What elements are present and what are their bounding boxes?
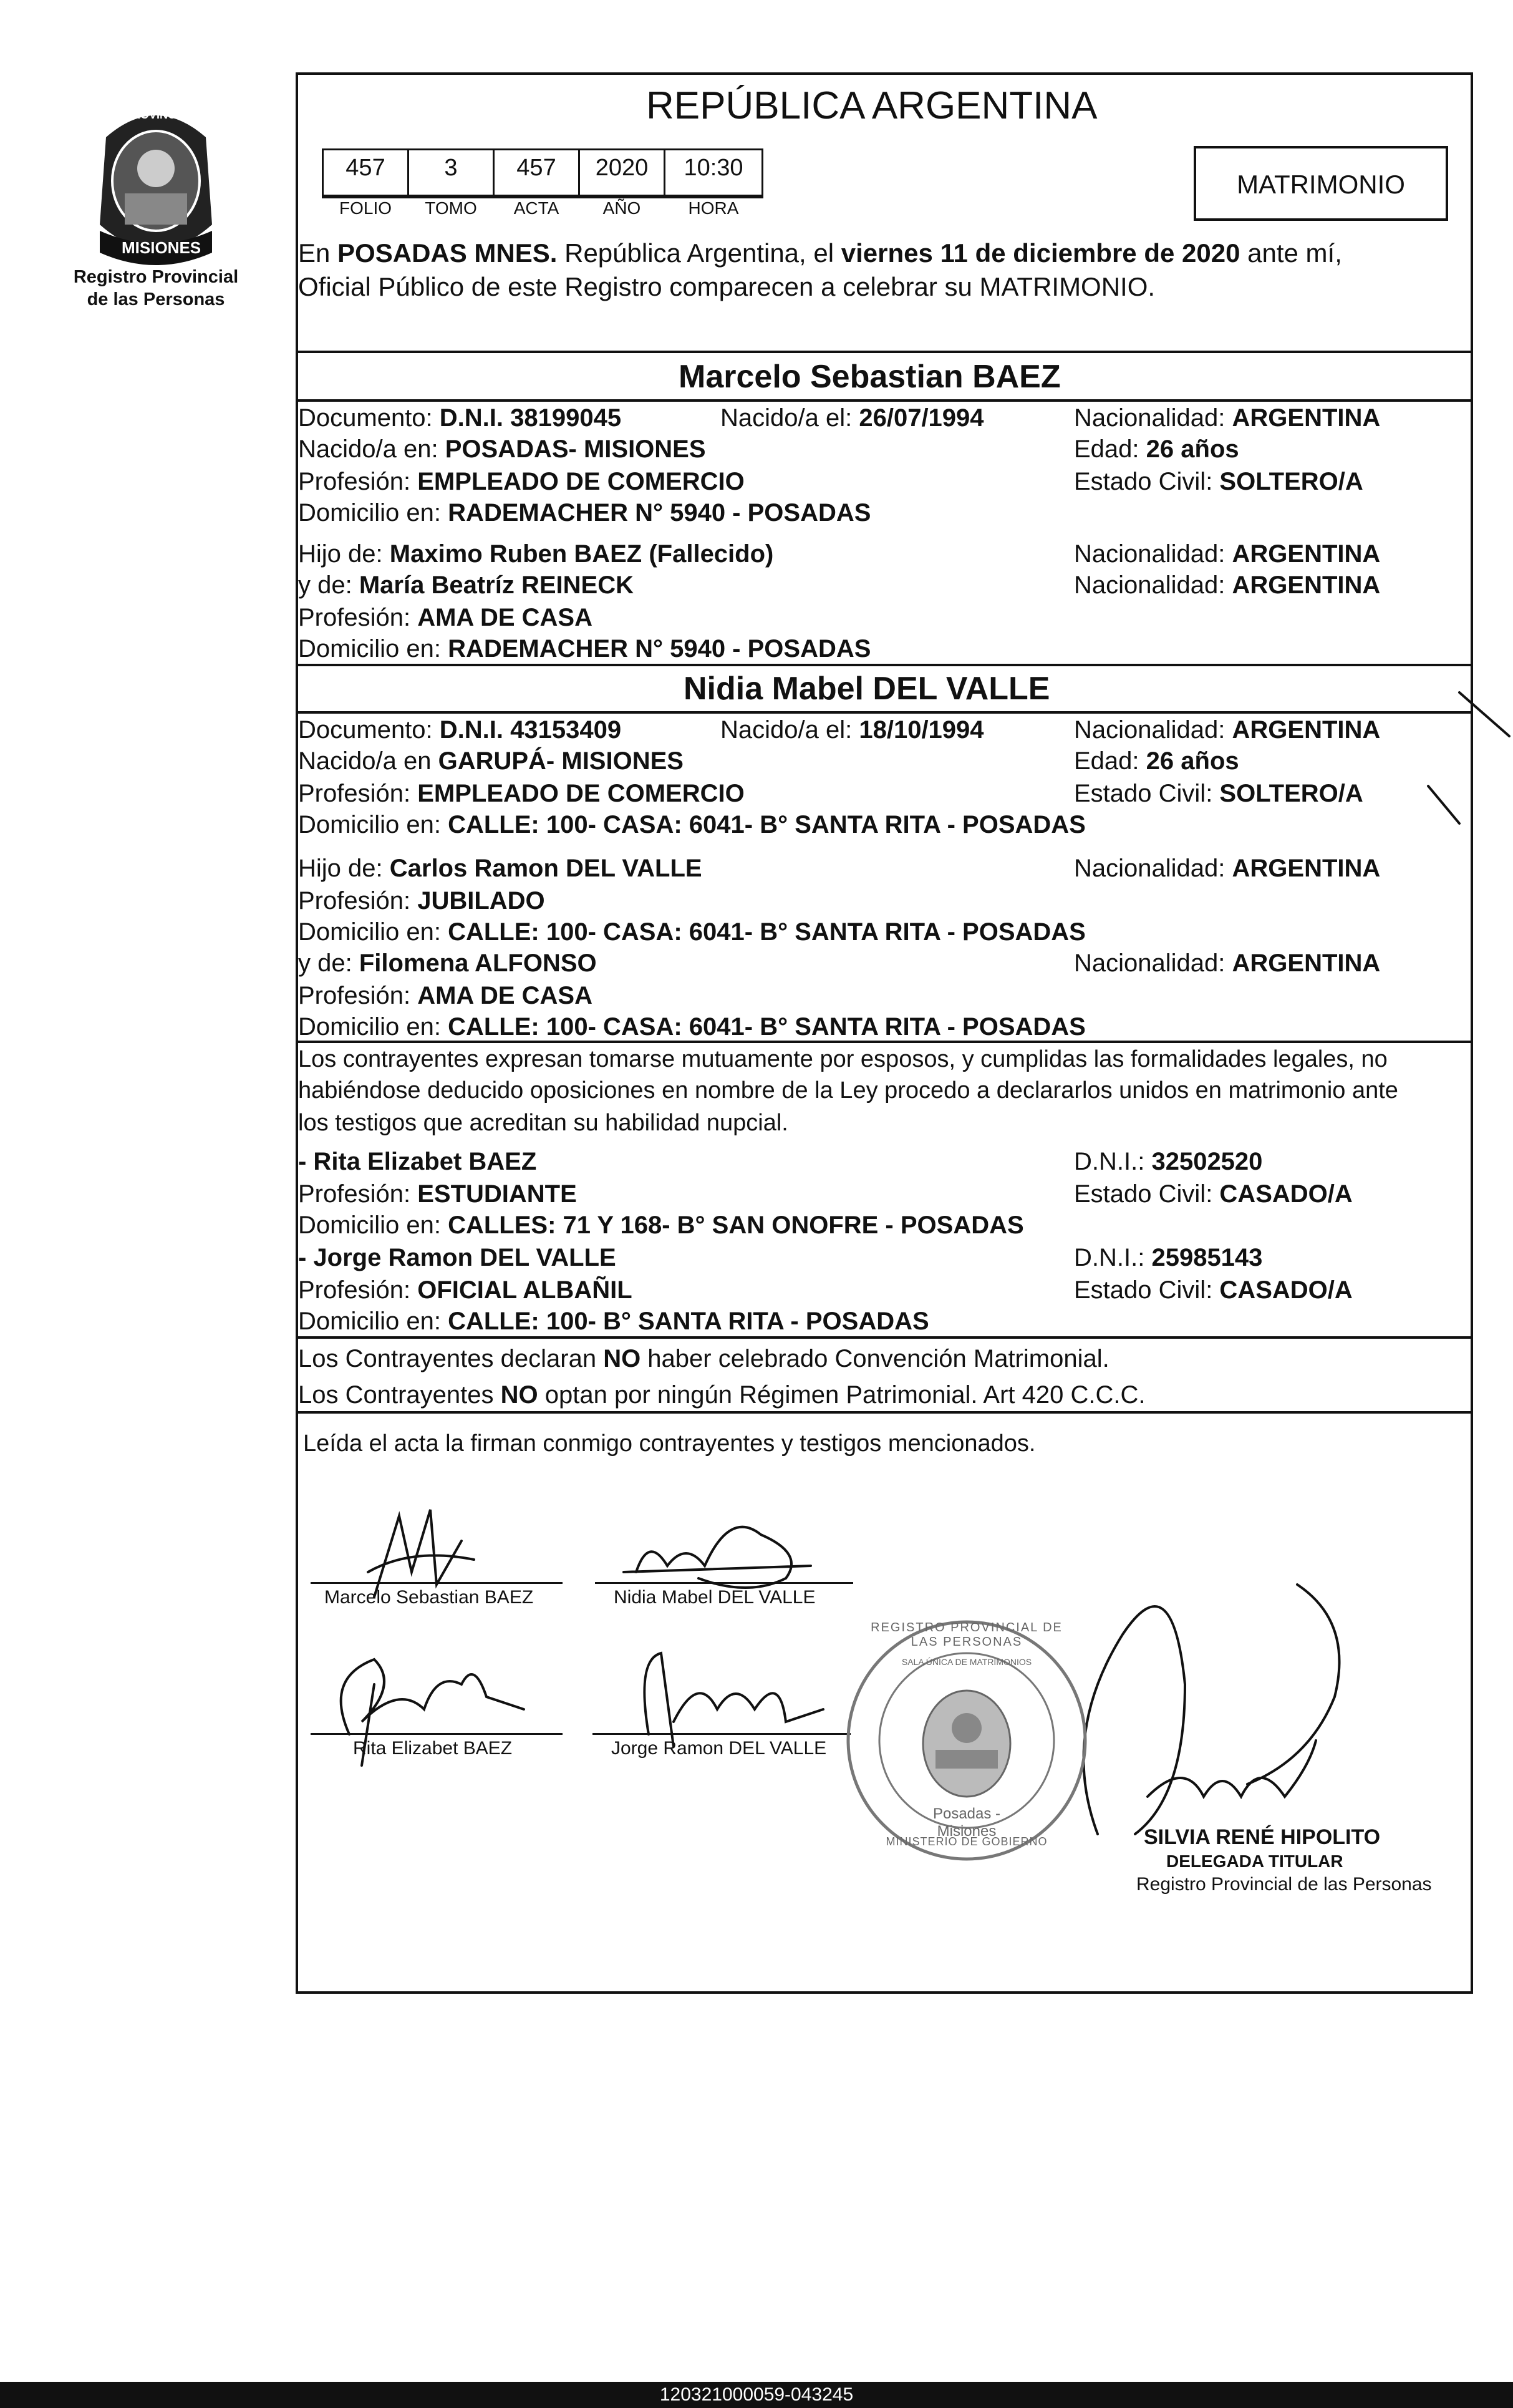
official-org: Registro Provincial de las Personas [1136,1874,1432,1895]
witness2-profession: Profesión: OFICIAL ALBAÑIL [298,1276,632,1304]
groom-nationality: Nacionalidad: ARGENTINA [1074,404,1381,432]
groom-father-nationality: Nacionalidad: ARGENTINA [1074,540,1381,568]
bride-signature-scribble [624,1527,811,1588]
groom-mother-profession: Profesión: AMA DE CASA [298,604,592,631]
witness2-name: - Jorge Ramon DEL VALLE [298,1244,616,1271]
witness2-dni: D.N.I.: 25985143 [1074,1244,1263,1271]
stamp-outer-text: REGISTRO PROVINCIAL DE LAS PERSONAS [871,1621,1063,1649]
tomo-label: TOMO [425,198,477,218]
bride-mother-profession: Profesión: AMA DE CASA [298,982,592,1009]
bride-mother-nationality: Nacionalidad: ARGENTINA [1074,949,1381,977]
bride-document: Documento: D.N.I. 43153409 [298,716,622,744]
bride-profession: Profesión: EMPLEADO DE COMERCIO [298,780,745,807]
witness2-signature-scribble [644,1653,823,1747]
intro-date: viernes 11 de diciembre de 2020 [841,238,1240,268]
bride-birthdate: Nacido/a el: 18/10/1994 [720,716,984,744]
convention-line-1: Los Contrayentes declaran NO haber celebrado Convención Matrimonial. [298,1345,1109,1372]
stamp-lower-text: Posadas - Misiones [932,1805,1001,1840]
bride-father-profession: Profesión: JUBILADO [298,887,545,915]
witness2-civil-status: Estado Civil: CASADO/A [1074,1276,1353,1304]
logo-caption-1: Registro Provincial [73,267,239,287]
groom-name: Marcelo Sebastian BAEZ [679,359,1061,395]
tomo-value: 3 [444,155,458,181]
country-title: REPÚBLICA ARGENTINA [646,84,1098,127]
groom-mother-address: Domicilio en: RADEMACHER N° 5940 - POSADAS [298,635,871,663]
witness1-address: Domicilio en: CALLES: 71 Y 168- B° SAN ONOFRE - POSADAS [298,1211,1024,1239]
logo-caption-2: de las Personas [87,289,225,309]
ano-label: AÑO [602,198,641,218]
bride-civil-status: Estado Civil: SOLTERO/A [1074,780,1363,807]
witness1-signature-scribble [341,1659,524,1765]
logo-banner-text: MISIONES [122,238,201,257]
stamp-inner-text: SALA ÚNICA DE MATRIMONIOS [901,1657,1032,1667]
bride-nationality: Nacionalidad: ARGENTINA [1074,716,1381,744]
witness2-address: Domicilio en: CALLE: 100- B° SANTA RITA - POSADAS [298,1308,929,1335]
intro-line-2: Oficial Público de este Registro comparecen a celebrar su MATRIMONIO. [298,272,1156,301]
acta-label: ACTA [513,198,559,218]
witness1-civil-status: Estado Civil: CASADO/A [1074,1180,1353,1208]
stamp-bottom-text: MINISTERIO DE GOBIERNO [886,1835,1048,1848]
witness1-signature-caption: Rita Elizabet BAEZ [353,1738,513,1759]
bride-age: Edad: 26 años [1074,747,1239,775]
corner-mark [1428,692,1509,823]
groom-mother: y de: María Beatríz REINECK [298,571,634,599]
bride-signature-caption: Nidia Mabel DEL VALLE [614,1587,816,1608]
bride-birthplace: Nacido/a en GARUPÁ- MISIONES [298,747,684,775]
groom-father: Hijo de: Maximo Ruben BAEZ (Fallecido) [298,540,774,568]
closing-text: Leída el acta la firman conmigo contrayentes y testigos mencionados. [303,1430,1036,1457]
witness1-dni: D.N.I.: 32502520 [1074,1148,1263,1175]
groom-birthdate: Nacido/a el: 26/07/1994 [720,404,984,432]
bride-father-address: Domicilio en: CALLE: 100- CASA: 6041- B° SANTA RITA - POSADAS [298,918,1086,946]
hora-value: 10:30 [684,155,743,181]
hora-label: HORA [688,198,739,218]
groom-signature-caption: Marcelo Sebastian BAEZ [324,1587,534,1608]
official-signature-scribble [1084,1585,1340,1834]
bride-address: Domicilio en: CALLE: 100- CASA: 6041- B° SANTA RITA - POSADAS [298,811,1086,838]
registry-stamp [842,1616,1091,1865]
groom-birthplace: Nacido/a en: POSADAS- MISIONES [298,435,706,463]
folio-value: 457 [346,155,385,181]
official-role: DELEGADA TITULAR [1166,1852,1343,1871]
witness2-signature-caption: Jorge Ramon DEL VALLE [611,1738,827,1759]
groom-age: Edad: 26 años [1074,435,1239,463]
groom-profession: Profesión: EMPLEADO DE COMERCIO [298,468,745,495]
groom-civil-status: Estado Civil: SOLTERO/A [1074,468,1363,495]
footer-code: 120321000059-043245 [659,2384,854,2405]
convention-line-2: Los Contrayentes NO optan por ningún Régimen Patrimonial. Art 420 C.C.C. [298,1381,1146,1409]
acta-value: 457 [516,155,556,181]
groom-document: Documento: D.N.I. 38199045 [298,404,622,432]
logo-arc-text: PROVINCIA DE [125,109,206,121]
bride-father-nationality: Nacionalidad: ARGENTINA [1074,855,1381,882]
bride-name: Nidia Mabel DEL VALLE [684,671,1050,707]
groom-mother-nationality: Nacionalidad: ARGENTINA [1074,571,1381,599]
declaration-line-1: Los contrayentes expresan tomarse mutuamente por esposos, y cumplidas las formalidades legales, no [298,1046,1388,1072]
bride-mother-address: Domicilio en: CALLE: 100- CASA: 6041- B° SANTA RITA - POSADAS [298,1013,1086,1041]
folio-label: FOLIO [339,198,392,218]
groom-signature-scribble [368,1510,474,1597]
intro-place: POSADAS MNES. [337,238,558,268]
doc-type-label: MATRIMONIO [1237,170,1405,199]
ano-value: 2020 [595,155,649,181]
witness1-name: - Rita Elizabet BAEZ [298,1148,537,1175]
witness1-profession: Profesión: ESTUDIANTE [298,1180,577,1208]
declaration-line-3: los testigos que acreditan su habilidad nupcial. [298,1110,788,1136]
bride-mother: y de: Filomena ALFONSO [298,949,597,977]
intro-line-1: En POSADAS MNES. República Argentina, el viernes 11 de diciembre de 2020 ante mí, [298,238,1342,268]
declaration-line-2: habiéndose deducido oposiciones en nombre de la Ley procedo a declararlos unidos en matrimonio ante [298,1077,1398,1104]
groom-address: Domicilio en: RADEMACHER N° 5940 - POSADAS [298,499,871,527]
bride-father: Hijo de: Carlos Ramon DEL VALLE [298,855,702,882]
official-name: SILVIA RENÉ HIPOLITO [1144,1825,1381,1849]
